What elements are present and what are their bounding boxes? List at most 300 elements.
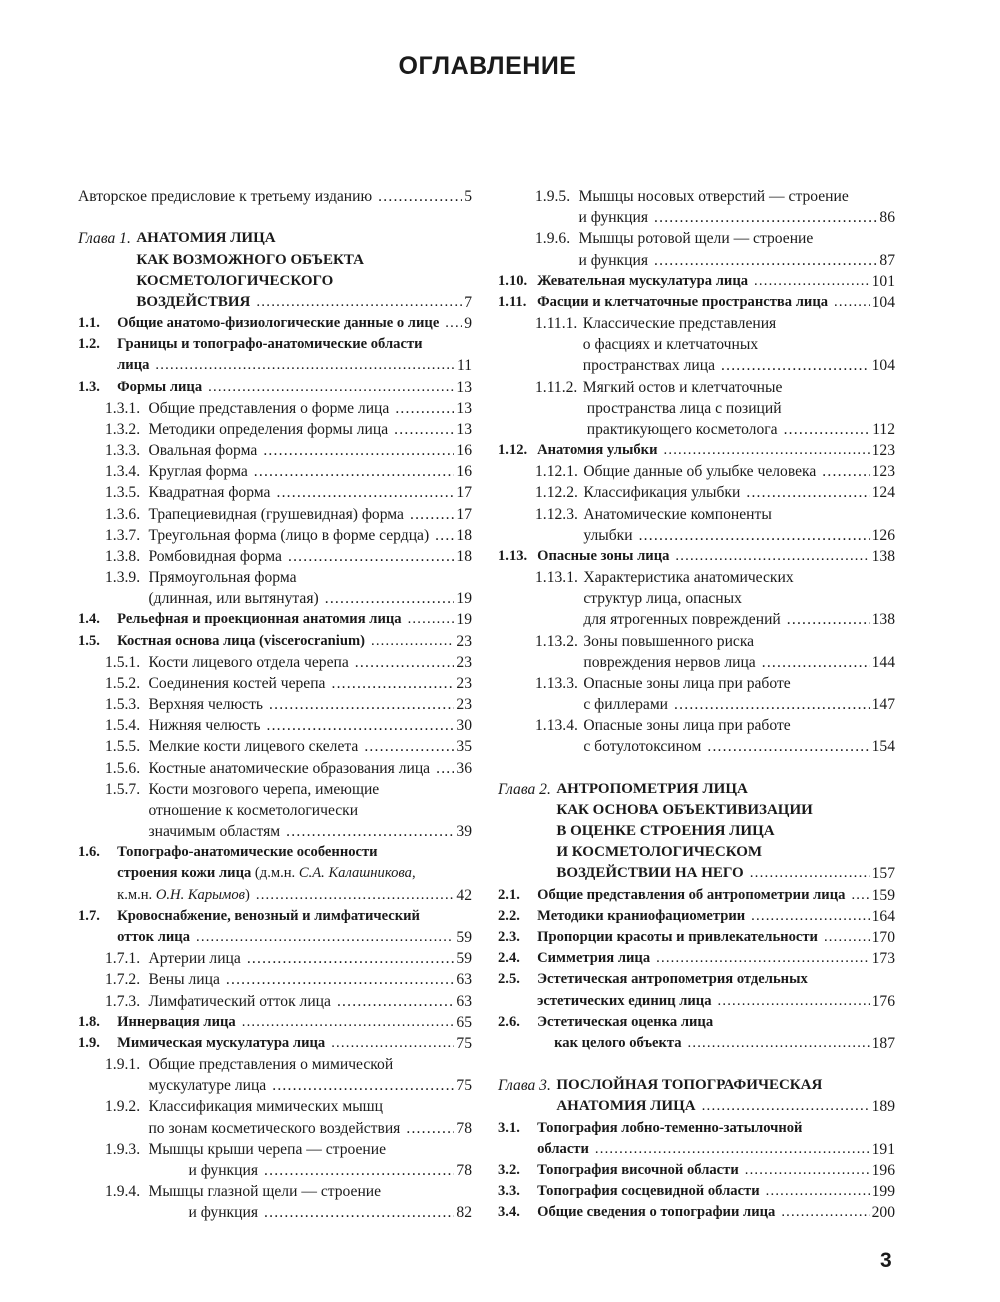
title-text: Жевательная мускулатура лица	[537, 272, 749, 289]
title-line	[148, 588, 472, 609]
title-line: о фасциях и клетчаточных	[582, 336, 759, 354]
section-number: 1.3.6.	[105, 505, 141, 523]
section-number: 2.3.	[498, 929, 520, 945]
title-text: Рельефная и проекционная анатомия лица	[117, 611, 402, 628]
entry-title	[537, 546, 895, 567]
section-number: 1.11.	[498, 293, 527, 310]
section-number: 2.1.	[498, 886, 520, 903]
page-title: ОГЛАВЛЕНИЕ	[398, 52, 577, 80]
title-line	[117, 355, 472, 376]
title-text: Квадратная форма	[148, 484, 271, 502]
title-text	[117, 885, 250, 906]
title-line	[583, 694, 895, 715]
title-line: Классификация мимических мышц	[148, 1098, 384, 1116]
entry-title	[583, 673, 895, 715]
entry-title	[148, 567, 472, 609]
section-number: 1.2.	[78, 336, 100, 353]
toc-entry	[498, 504, 895, 546]
title-line: КАК ВОЗМОЖНОГО ОБЪЕКТА	[136, 251, 364, 268]
section-number: 1.11.2.	[535, 378, 578, 396]
page-ref: 23	[456, 696, 472, 714]
section-number: 1.6.	[78, 844, 100, 861]
section-number: 1.3.4.	[105, 463, 141, 481]
title-line	[117, 1012, 472, 1033]
entry-title	[148, 504, 472, 525]
entry-title	[148, 1096, 472, 1138]
title-line	[583, 525, 895, 546]
title-line: ПОСЛОЙНАЯ ТОПОГРАФИЧЕСКАЯ	[556, 1077, 823, 1094]
entry-title	[583, 313, 895, 377]
page-ref: 123	[871, 463, 895, 481]
title-line: отношение к косметологически	[148, 801, 359, 819]
title-line	[537, 1202, 895, 1223]
title-text: повреждения нервов лица	[583, 653, 756, 671]
title-line	[117, 1033, 472, 1054]
toc-entry	[78, 694, 472, 715]
title-line	[117, 927, 472, 948]
title-line	[148, 461, 472, 482]
page-ref: 123	[871, 442, 895, 460]
entry-title	[148, 673, 472, 694]
title-text: (длинная, или вытянутая)	[148, 590, 319, 608]
page-ref: 147	[871, 696, 895, 714]
page-ref: 19	[456, 611, 472, 629]
page-ref: 187	[871, 1034, 895, 1052]
title-text: Общие представления об антропометрии лица	[537, 886, 846, 903]
title-line: Мышцы глазной щели — строение	[148, 1183, 382, 1201]
entry-title	[148, 461, 472, 482]
page-ref: 5	[464, 188, 472, 205]
title-text: Костные анатомические образования лица	[148, 759, 431, 777]
title-line	[117, 863, 472, 884]
page-ref: 7	[464, 293, 472, 311]
section-number: 1.9.	[78, 1034, 100, 1051]
title-text: Треугольная форма (лицо в форме сердца)	[148, 526, 430, 544]
dot-leader	[824, 927, 870, 948]
entry-title	[78, 186, 472, 207]
page-ref: 59	[456, 950, 472, 968]
title-line	[148, 969, 472, 990]
toc-entry	[498, 1012, 895, 1054]
page-ref: 30	[456, 717, 472, 735]
title-line: АНТРОПОМЕТРИЯ ЛИЦА	[556, 780, 748, 797]
title-text: Опасные зоны лица	[537, 547, 670, 564]
section-number: 3.2.	[498, 1161, 520, 1178]
toc-entry	[78, 398, 472, 419]
toc-entry	[498, 631, 895, 673]
title-text: Формы лица	[117, 378, 203, 395]
entry-title	[537, 885, 895, 906]
section-number: 1.9.5.	[535, 188, 571, 205]
title-segment: О.Н. Карымов	[155, 886, 245, 903]
title-text: значимым областям	[148, 823, 281, 841]
dot-leader	[766, 1181, 870, 1202]
title-line: Топография лобно-теменно-затылочной	[537, 1119, 803, 1136]
toc-entry	[498, 228, 895, 270]
title-line	[583, 652, 895, 673]
page-ref: 124	[871, 484, 895, 502]
page-number: 3	[880, 1249, 892, 1272]
section-number: 1.5.2.	[105, 674, 141, 692]
section-number: 1.12.	[498, 442, 528, 459]
dot-leader	[364, 736, 454, 757]
toc-entry	[498, 927, 895, 948]
dot-leader	[288, 546, 454, 567]
entry-title	[583, 715, 895, 757]
title-line	[537, 1033, 895, 1054]
dot-leader	[208, 377, 454, 398]
toc-entry	[78, 546, 472, 567]
dot-leader	[851, 885, 869, 906]
title-line	[537, 1181, 895, 1202]
section-number: 1.9.4.	[105, 1183, 141, 1201]
dot-leader	[247, 948, 455, 969]
title-text: эстетических единиц лица	[537, 992, 712, 1009]
page-ref: 18	[456, 526, 472, 544]
title-text: Вены лица	[148, 971, 220, 989]
title-line	[148, 821, 472, 842]
title-line	[578, 250, 895, 271]
entry-title	[148, 398, 472, 419]
page-ref: 11	[456, 357, 472, 375]
dot-leader	[707, 736, 869, 757]
title-text: Трапециевидная (грушевидная) форма	[148, 505, 404, 523]
entry-title	[117, 906, 472, 948]
title-line	[148, 1202, 472, 1223]
page-ref: 191	[871, 1140, 895, 1158]
title-line: КОСМЕТОЛОГИЧЕСКОГО	[136, 272, 334, 289]
section-number: 2.2.	[498, 907, 520, 924]
page-ref: 13	[456, 399, 472, 417]
section-number: 1.3.	[78, 378, 100, 395]
chapter-heading	[78, 228, 472, 313]
title-line	[583, 482, 895, 503]
title-line: Эстетическая антропометрия отдельных	[537, 971, 808, 988]
page-ref: 164	[871, 907, 895, 925]
section-number: 1.5.5.	[105, 738, 141, 756]
title-segment: С.А. Калашникова	[298, 865, 412, 882]
page-ref: 17	[456, 505, 472, 523]
title-text: и функция	[578, 251, 648, 269]
title-line	[583, 355, 895, 376]
entry-title	[117, 1033, 472, 1054]
title-line	[148, 398, 472, 419]
toc-entry	[78, 482, 472, 503]
title-line	[136, 292, 472, 313]
toc-entry	[498, 186, 895, 228]
chapter-label: Глава 3.	[498, 1077, 551, 1095]
page-ref: 19	[456, 590, 472, 608]
section-number: 1.3.2.	[105, 420, 141, 438]
section-number: 1.3.9.	[105, 569, 141, 587]
title-text: с ботулотоксином	[583, 738, 702, 756]
title-line	[583, 419, 895, 440]
title-line	[556, 1096, 895, 1117]
dot-leader	[784, 419, 871, 440]
entry-title	[117, 377, 472, 398]
entry-title	[117, 313, 472, 334]
page-ref: 13	[456, 420, 472, 438]
title-text: АНАТОМИЯ ЛИЦА	[556, 1098, 696, 1115]
page-ref: 16	[456, 463, 472, 481]
toc-entry	[498, 292, 895, 313]
entry-title	[583, 377, 895, 441]
title-segment: ,	[411, 865, 416, 882]
title-line: Общие представления о мимической	[148, 1056, 394, 1074]
toc-entry	[78, 779, 472, 843]
title-line	[583, 461, 895, 482]
entry-title	[148, 758, 472, 779]
page-ref: 104	[871, 293, 895, 311]
entry-title	[537, 292, 895, 313]
entry-title	[537, 927, 895, 948]
title-text: Общие сведения о топографии лица	[537, 1204, 776, 1221]
section-number: 2.6.	[498, 1013, 520, 1030]
title-line	[148, 546, 472, 567]
title-line: Кровоснабжение, венозный и лимфатический	[117, 907, 420, 924]
entry-title	[583, 482, 895, 503]
dot-leader	[664, 440, 870, 461]
title-text: Общие анатомо-физиологические данные о лице	[117, 315, 440, 332]
section-number: 1.7.1.	[105, 950, 141, 968]
page-ref: 39	[456, 823, 472, 841]
title-text: Иннервация лица	[117, 1013, 236, 1030]
dot-leader	[656, 948, 869, 969]
dot-leader	[331, 1033, 454, 1054]
entry-title	[537, 271, 895, 292]
section-number: 1.3.7.	[105, 526, 141, 544]
section-number: 1.8.	[78, 1013, 100, 1030]
toc-entry	[498, 885, 895, 906]
toc-entry	[78, 419, 472, 440]
toc-entry	[498, 377, 895, 441]
entry-title	[136, 228, 472, 313]
entry-title	[148, 991, 472, 1012]
page-ref: 17	[456, 484, 472, 502]
page-ref: 144	[871, 653, 895, 671]
entry-title	[537, 440, 895, 461]
title-line	[148, 715, 472, 736]
title-line: Границы и топографо-анатомические области	[117, 336, 423, 353]
page-ref: 138	[871, 547, 895, 565]
page-ref: 59	[456, 929, 472, 946]
dot-leader	[264, 1160, 454, 1181]
title-text: Классификация улыбки	[583, 484, 741, 502]
dot-leader	[639, 525, 870, 546]
toc-entry	[78, 842, 472, 906]
section-number: 2.4.	[498, 950, 520, 967]
dot-leader	[395, 398, 454, 419]
title-line	[148, 1075, 472, 1096]
dot-leader	[745, 1160, 870, 1181]
entry-title	[148, 525, 472, 546]
title-line	[578, 207, 895, 228]
toc-entry	[498, 1202, 895, 1223]
toc-entry	[78, 652, 472, 673]
title-text: практикующего косметолога	[586, 420, 778, 438]
chapter-heading	[498, 779, 895, 885]
section-number: 1.3.1.	[105, 399, 141, 417]
page-ref: 63	[456, 971, 472, 989]
page-ref: 112	[872, 420, 895, 438]
entry-title	[537, 1160, 895, 1181]
toc-column-left	[78, 186, 472, 1223]
title-text: по зонам косметического воздействия	[148, 1119, 401, 1137]
title-line	[148, 652, 472, 673]
toc-entry	[78, 736, 472, 757]
title-text: и функция	[188, 1161, 258, 1179]
toc-entry	[498, 482, 895, 503]
title-line	[148, 440, 472, 461]
toc-entry	[78, 1033, 472, 1054]
entry-title	[148, 440, 472, 461]
page-ref: 101	[871, 272, 895, 290]
page-ref: 138	[871, 611, 895, 629]
page-ref: 126	[871, 526, 895, 544]
page-ref: 82	[456, 1204, 472, 1222]
page-ref: 87	[879, 251, 895, 269]
title-line: Кости мозгового черепа, имеющие	[148, 780, 380, 798]
section-number: 1.9.1.	[105, 1056, 141, 1074]
entry-title	[148, 948, 472, 969]
dot-leader	[226, 969, 455, 990]
entry-title	[148, 1139, 472, 1181]
entry-title	[117, 842, 472, 906]
title-line	[537, 991, 895, 1012]
title-text: с филлерами	[583, 696, 669, 714]
entry-title	[117, 1012, 472, 1033]
toc-entry	[498, 1181, 895, 1202]
title-text: ВОЗДЕЙСТВИЯ	[136, 293, 251, 310]
title-line	[537, 546, 895, 567]
toc-entry	[498, 546, 895, 567]
toc-entry	[78, 313, 472, 334]
section-number: 1.1.	[78, 315, 100, 332]
page-ref: 104	[871, 357, 895, 375]
toc-entry	[78, 567, 472, 609]
title-segment: )	[244, 886, 250, 903]
page-ref: 23	[456, 653, 472, 671]
title-line	[537, 885, 895, 906]
section-number: 1.13.4.	[535, 717, 578, 735]
page-ref: 13	[456, 378, 472, 396]
dot-leader	[702, 1096, 870, 1117]
section-number: 1.12.1.	[535, 463, 578, 481]
entry-title	[148, 694, 472, 715]
title-line	[537, 906, 895, 927]
page-ref: 18	[456, 547, 472, 565]
toc-entry	[78, 525, 472, 546]
title-text: Кости лицевого отдела черепа	[148, 653, 349, 671]
toc-entry	[78, 504, 472, 525]
title-text: пространствах лица	[582, 357, 715, 375]
page-ref: 35	[456, 738, 472, 756]
title-line	[148, 948, 472, 969]
entry-title	[537, 948, 895, 969]
title-text: Авторское предисловие к третьему изданию	[78, 188, 373, 205]
page-ref: 9	[464, 315, 472, 333]
entry-title	[148, 482, 472, 503]
dot-leader	[256, 292, 462, 313]
toc-entry	[498, 313, 895, 377]
title-text: Мимическая мускулатура лица	[117, 1034, 326, 1051]
title-text: лица	[117, 357, 150, 374]
page-ref: 36	[456, 759, 472, 777]
dot-leader	[276, 482, 454, 503]
page-ref: 189	[871, 1098, 895, 1116]
dot-leader	[718, 991, 870, 1012]
title-line	[148, 758, 472, 779]
dot-leader	[337, 991, 454, 1012]
section-number: 1.7.3.	[105, 992, 141, 1010]
title-line	[148, 673, 472, 694]
toc-entry	[78, 948, 472, 969]
dot-leader	[445, 313, 462, 334]
section-number: 1.5.1.	[105, 653, 141, 671]
section-number: 1.12.2.	[535, 484, 578, 502]
toc-entry	[78, 609, 472, 630]
dot-leader	[436, 758, 454, 779]
toc-entry	[498, 567, 895, 631]
title-line: Эстетическая оценка лица	[537, 1013, 714, 1030]
section-number: 1.13.2.	[535, 632, 578, 650]
section-number: 2.5.	[498, 971, 520, 988]
title-text: Общие представления о форме лица	[148, 399, 390, 417]
section-number: 3.4.	[498, 1204, 520, 1221]
entry-title	[537, 1181, 895, 1202]
toc-entry	[498, 715, 895, 757]
dot-leader	[751, 906, 869, 927]
chapter-heading	[498, 1075, 895, 1117]
dot-leader	[435, 525, 454, 546]
dot-leader	[408, 609, 455, 630]
title-segment: строения кожи лица	[117, 865, 252, 882]
title-text: и функция	[188, 1204, 258, 1222]
dot-leader	[675, 546, 869, 567]
title-line	[537, 292, 895, 313]
section-number: 1.9.6.	[535, 230, 571, 248]
entry-title	[556, 779, 895, 885]
title-line	[117, 885, 472, 906]
title-text: мускулатуре лица	[148, 1077, 267, 1095]
section-number: 1.3.8.	[105, 547, 141, 565]
dot-leader	[325, 588, 455, 609]
section-number: 1.5.	[78, 632, 100, 649]
title-text: области	[537, 1140, 589, 1157]
entry-title	[117, 334, 472, 376]
toc-entry	[78, 377, 472, 398]
title-line: Опасные зоны лица при работе	[583, 717, 791, 735]
title-text: Мелкие кости лицевого скелета	[148, 738, 359, 756]
entry-title	[537, 1202, 895, 1223]
title-line: Топографо-анатомические особенности	[117, 844, 378, 861]
entry-title	[556, 1075, 895, 1117]
entry-title	[148, 736, 472, 757]
entry-title	[583, 567, 895, 631]
entry-title	[148, 546, 472, 567]
title-text: для ятрогенных повреждений	[583, 611, 781, 629]
title-line	[537, 948, 895, 969]
title-text: Общие данные об улыбке человека	[583, 463, 817, 481]
title-text: отток лица	[117, 929, 191, 945]
dot-leader	[286, 821, 454, 842]
toc-entry	[78, 969, 472, 990]
section-number: 1.9.2.	[105, 1098, 141, 1116]
section-number: 1.13.	[498, 547, 528, 564]
section-number: 1.5.4.	[105, 717, 141, 735]
dot-leader	[754, 271, 870, 292]
title-line: структур лица, опасных	[583, 590, 742, 608]
